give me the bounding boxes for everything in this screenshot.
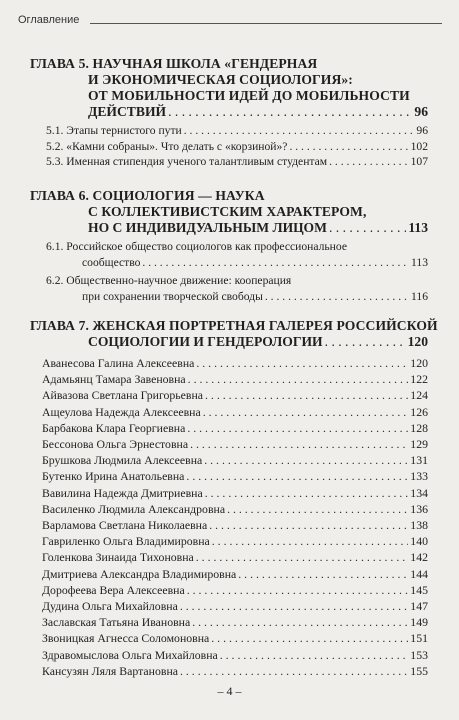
leader-dots xyxy=(180,598,408,614)
toc-entry[interactable] xyxy=(30,436,428,452)
leader-dots xyxy=(190,436,408,452)
toc-entry[interactable] xyxy=(30,404,428,420)
leader-dots xyxy=(220,647,409,663)
page-number: 147 xyxy=(410,599,428,614)
running-header xyxy=(18,14,442,34)
page-number: 116 xyxy=(411,289,428,303)
toc-section[interactable] xyxy=(30,154,428,170)
toc-section[interactable] xyxy=(30,255,428,271)
page-number: 142 xyxy=(410,550,428,565)
toc-entry[interactable] xyxy=(30,566,428,582)
leader-dots xyxy=(204,452,408,468)
toc-entry[interactable] xyxy=(30,533,428,549)
section-title: при сохранении творческой свободы xyxy=(82,289,263,303)
chapter-title-line: ГЛАВА 7. ЖЕНСКАЯ ПОРТРЕТНАЯ ГАЛЕРЕЯ РОССИЙСКОЙ xyxy=(30,318,438,333)
toc-entry[interactable] xyxy=(30,614,428,630)
section-list xyxy=(30,239,428,304)
toc-entry[interactable] xyxy=(30,549,428,565)
toc-entry[interactable] xyxy=(30,452,428,468)
leader-dots xyxy=(325,334,406,350)
page-number: 145 xyxy=(410,582,428,597)
page-number: 136 xyxy=(410,501,428,516)
leader-dots xyxy=(205,485,409,501)
entry-name: Барбакова Клара Георгиевна xyxy=(42,420,186,435)
toc-section[interactable] xyxy=(30,139,428,155)
leader-dots xyxy=(238,566,408,582)
toc-entry[interactable] xyxy=(30,582,428,598)
page-number: 113 xyxy=(411,255,428,269)
entry-name: Аванесова Галина Алексеевна xyxy=(42,356,195,370)
chapter-title-end: ДЕЙСТВИЙ xyxy=(88,104,167,119)
leader-dots xyxy=(211,630,408,646)
page-number: 124 xyxy=(410,388,428,403)
section-title-first-line[interactable]: 6.1. Российское общество социологов как профессиональное xyxy=(46,240,347,253)
entry-name: Звоницкая Агнесса Соломоновна xyxy=(42,631,210,646)
portrait-list xyxy=(30,355,428,679)
page-number: 129 xyxy=(410,437,428,452)
entry-name: Брушкова Людмила Алексеевна xyxy=(42,453,203,468)
chapter-5 xyxy=(30,56,428,170)
section-list xyxy=(30,123,428,170)
toc-entry[interactable] xyxy=(30,468,428,484)
entry-name: Дорофеева Вера Алексеевна xyxy=(42,582,185,597)
entry-name: Василенко Людмила Александровна xyxy=(42,501,226,516)
entry-name: Бессонова Ольга Эрнестовна xyxy=(42,437,189,452)
toc-entry[interactable] xyxy=(30,355,428,371)
toc-entry[interactable] xyxy=(30,630,428,646)
chapter-title-line: ОТ МОБИЛЬНОСТИ ИДЕЙ ДО МОБИЛЬНОСТИ xyxy=(88,88,410,103)
entry-name: Бутенко Ирина Анатольевна xyxy=(42,469,185,484)
page-number: 155 xyxy=(410,663,428,678)
page-number: 120 xyxy=(410,356,428,370)
page-folio: – 4 – xyxy=(217,684,242,698)
header-rule xyxy=(90,23,442,24)
page-number: 96 xyxy=(414,104,428,119)
chapter-6 xyxy=(30,188,428,304)
chapter-title-line: ГЛАВА 5. НАУЧНАЯ ШКОЛА «ГЕНДЕРНАЯ xyxy=(30,56,318,71)
chapter-title-last-line[interactable] xyxy=(30,104,428,120)
page-number: 96 xyxy=(416,124,428,137)
section-title: сообщество xyxy=(82,255,141,269)
entry-name: Дмитриева Александра Владимировна xyxy=(42,566,237,581)
toc-entry[interactable] xyxy=(30,501,428,517)
running-header-title: Оглавление xyxy=(18,14,80,26)
leader-dots xyxy=(180,663,408,679)
toc-entry[interactable] xyxy=(30,485,428,501)
leader-dots xyxy=(205,387,408,403)
leader-dots xyxy=(188,371,409,387)
toc-entry[interactable] xyxy=(30,663,428,679)
leader-dots xyxy=(142,255,409,271)
toc-entry[interactable] xyxy=(30,647,428,663)
page-number: 131 xyxy=(410,453,428,468)
leader-dots xyxy=(265,289,409,305)
page-number: 138 xyxy=(410,518,428,533)
entry-name: Голенкова Зинаида Тихоновна xyxy=(42,550,194,565)
section-title-first-line[interactable]: 6.2. Общественно-научное движение: кооперация xyxy=(46,274,292,287)
leader-dots xyxy=(289,139,408,155)
leader-dots xyxy=(209,517,408,533)
chapter-title-end: НО С ИНДИВИДУАЛЬНЫМ ЛИЦОМ xyxy=(88,220,327,235)
section-title: 5.1. Этапы тернистого пути xyxy=(46,124,182,137)
entry-name: Дудина Ольга Михайловна xyxy=(42,599,178,614)
leader-dots xyxy=(203,404,409,420)
toc-entry[interactable] xyxy=(30,387,428,403)
leader-dots xyxy=(186,468,408,484)
toc-entry[interactable] xyxy=(30,598,428,614)
page-number: 140 xyxy=(410,534,428,549)
leader-dots xyxy=(184,123,415,139)
section-title: 5.2. «Камни собраны». Что делать с «корзиной»? xyxy=(46,139,288,153)
leader-dots xyxy=(192,614,408,630)
page-number: 133 xyxy=(410,469,428,484)
page-number: 153 xyxy=(410,647,428,662)
page-number: 126 xyxy=(410,404,428,419)
leader-dots xyxy=(212,533,409,549)
page-number: 149 xyxy=(410,615,428,630)
page-number: 107 xyxy=(410,155,428,168)
leader-dots xyxy=(168,104,412,120)
page-number: 122 xyxy=(410,372,428,387)
chapter-title-last-line[interactable] xyxy=(30,334,428,350)
section-title: 5.3. Именная стипендия ученого талантливым студентам xyxy=(46,155,328,168)
chapter-title-end: СОЦИОЛОГИИ И ГЕНДЕРОЛОГИИ xyxy=(88,334,323,349)
entry-name: Ащеулова Надежда Алексеевна xyxy=(42,404,201,419)
leader-dots xyxy=(227,501,408,517)
chapter-title-last-line[interactable] xyxy=(30,220,428,236)
entry-name: Адамьянц Тамара Завеновна xyxy=(42,372,186,387)
entry-name: Гавриленко Ольга Владимировна xyxy=(42,534,210,549)
chapter-7 xyxy=(30,318,438,350)
leader-dots xyxy=(329,154,409,170)
entry-name: Кансузян Ляля Вартановна xyxy=(42,663,178,678)
page-number: 113 xyxy=(408,220,428,235)
entry-name: Айвазова Светлана Григорьевна xyxy=(42,388,204,403)
page-number: 128 xyxy=(410,420,428,435)
chapter-title-line: ГЛАВА 6. СОЦИОЛОГИЯ — НАУКА xyxy=(30,188,265,203)
entry-name: Варламова Светлана Николаевна xyxy=(42,518,208,533)
entry-name: Заславская Татьяна Ивановна xyxy=(42,615,191,630)
leader-dots xyxy=(196,355,408,371)
page-number: 134 xyxy=(410,485,428,500)
chapter-title-line: И ЭКОНОМИЧЕСКАЯ СОЦИОЛОГИЯ»: xyxy=(88,72,353,87)
toc-entry[interactable] xyxy=(30,517,428,533)
chapter-title-line: С КОЛЛЕКТИВИСТСКИМ ХАРАКТЕРОМ, xyxy=(88,204,367,219)
page-number: 144 xyxy=(410,566,428,581)
leader-dots xyxy=(187,582,409,598)
toc-section[interactable] xyxy=(30,289,428,305)
entry-name: Вавилина Надежда Дмитриевна xyxy=(42,485,203,500)
leader-dots xyxy=(329,220,406,236)
entry-name: Здравомыслова Ольга Михайловна xyxy=(42,647,218,662)
leader-dots xyxy=(196,549,409,565)
page-number: 151 xyxy=(410,631,428,646)
toc-entry[interactable] xyxy=(30,420,428,436)
page-number: 102 xyxy=(410,139,428,153)
leader-dots xyxy=(187,420,408,436)
page-number: 120 xyxy=(407,334,428,349)
toc-entry[interactable] xyxy=(30,371,428,387)
toc-section[interactable] xyxy=(30,123,428,139)
